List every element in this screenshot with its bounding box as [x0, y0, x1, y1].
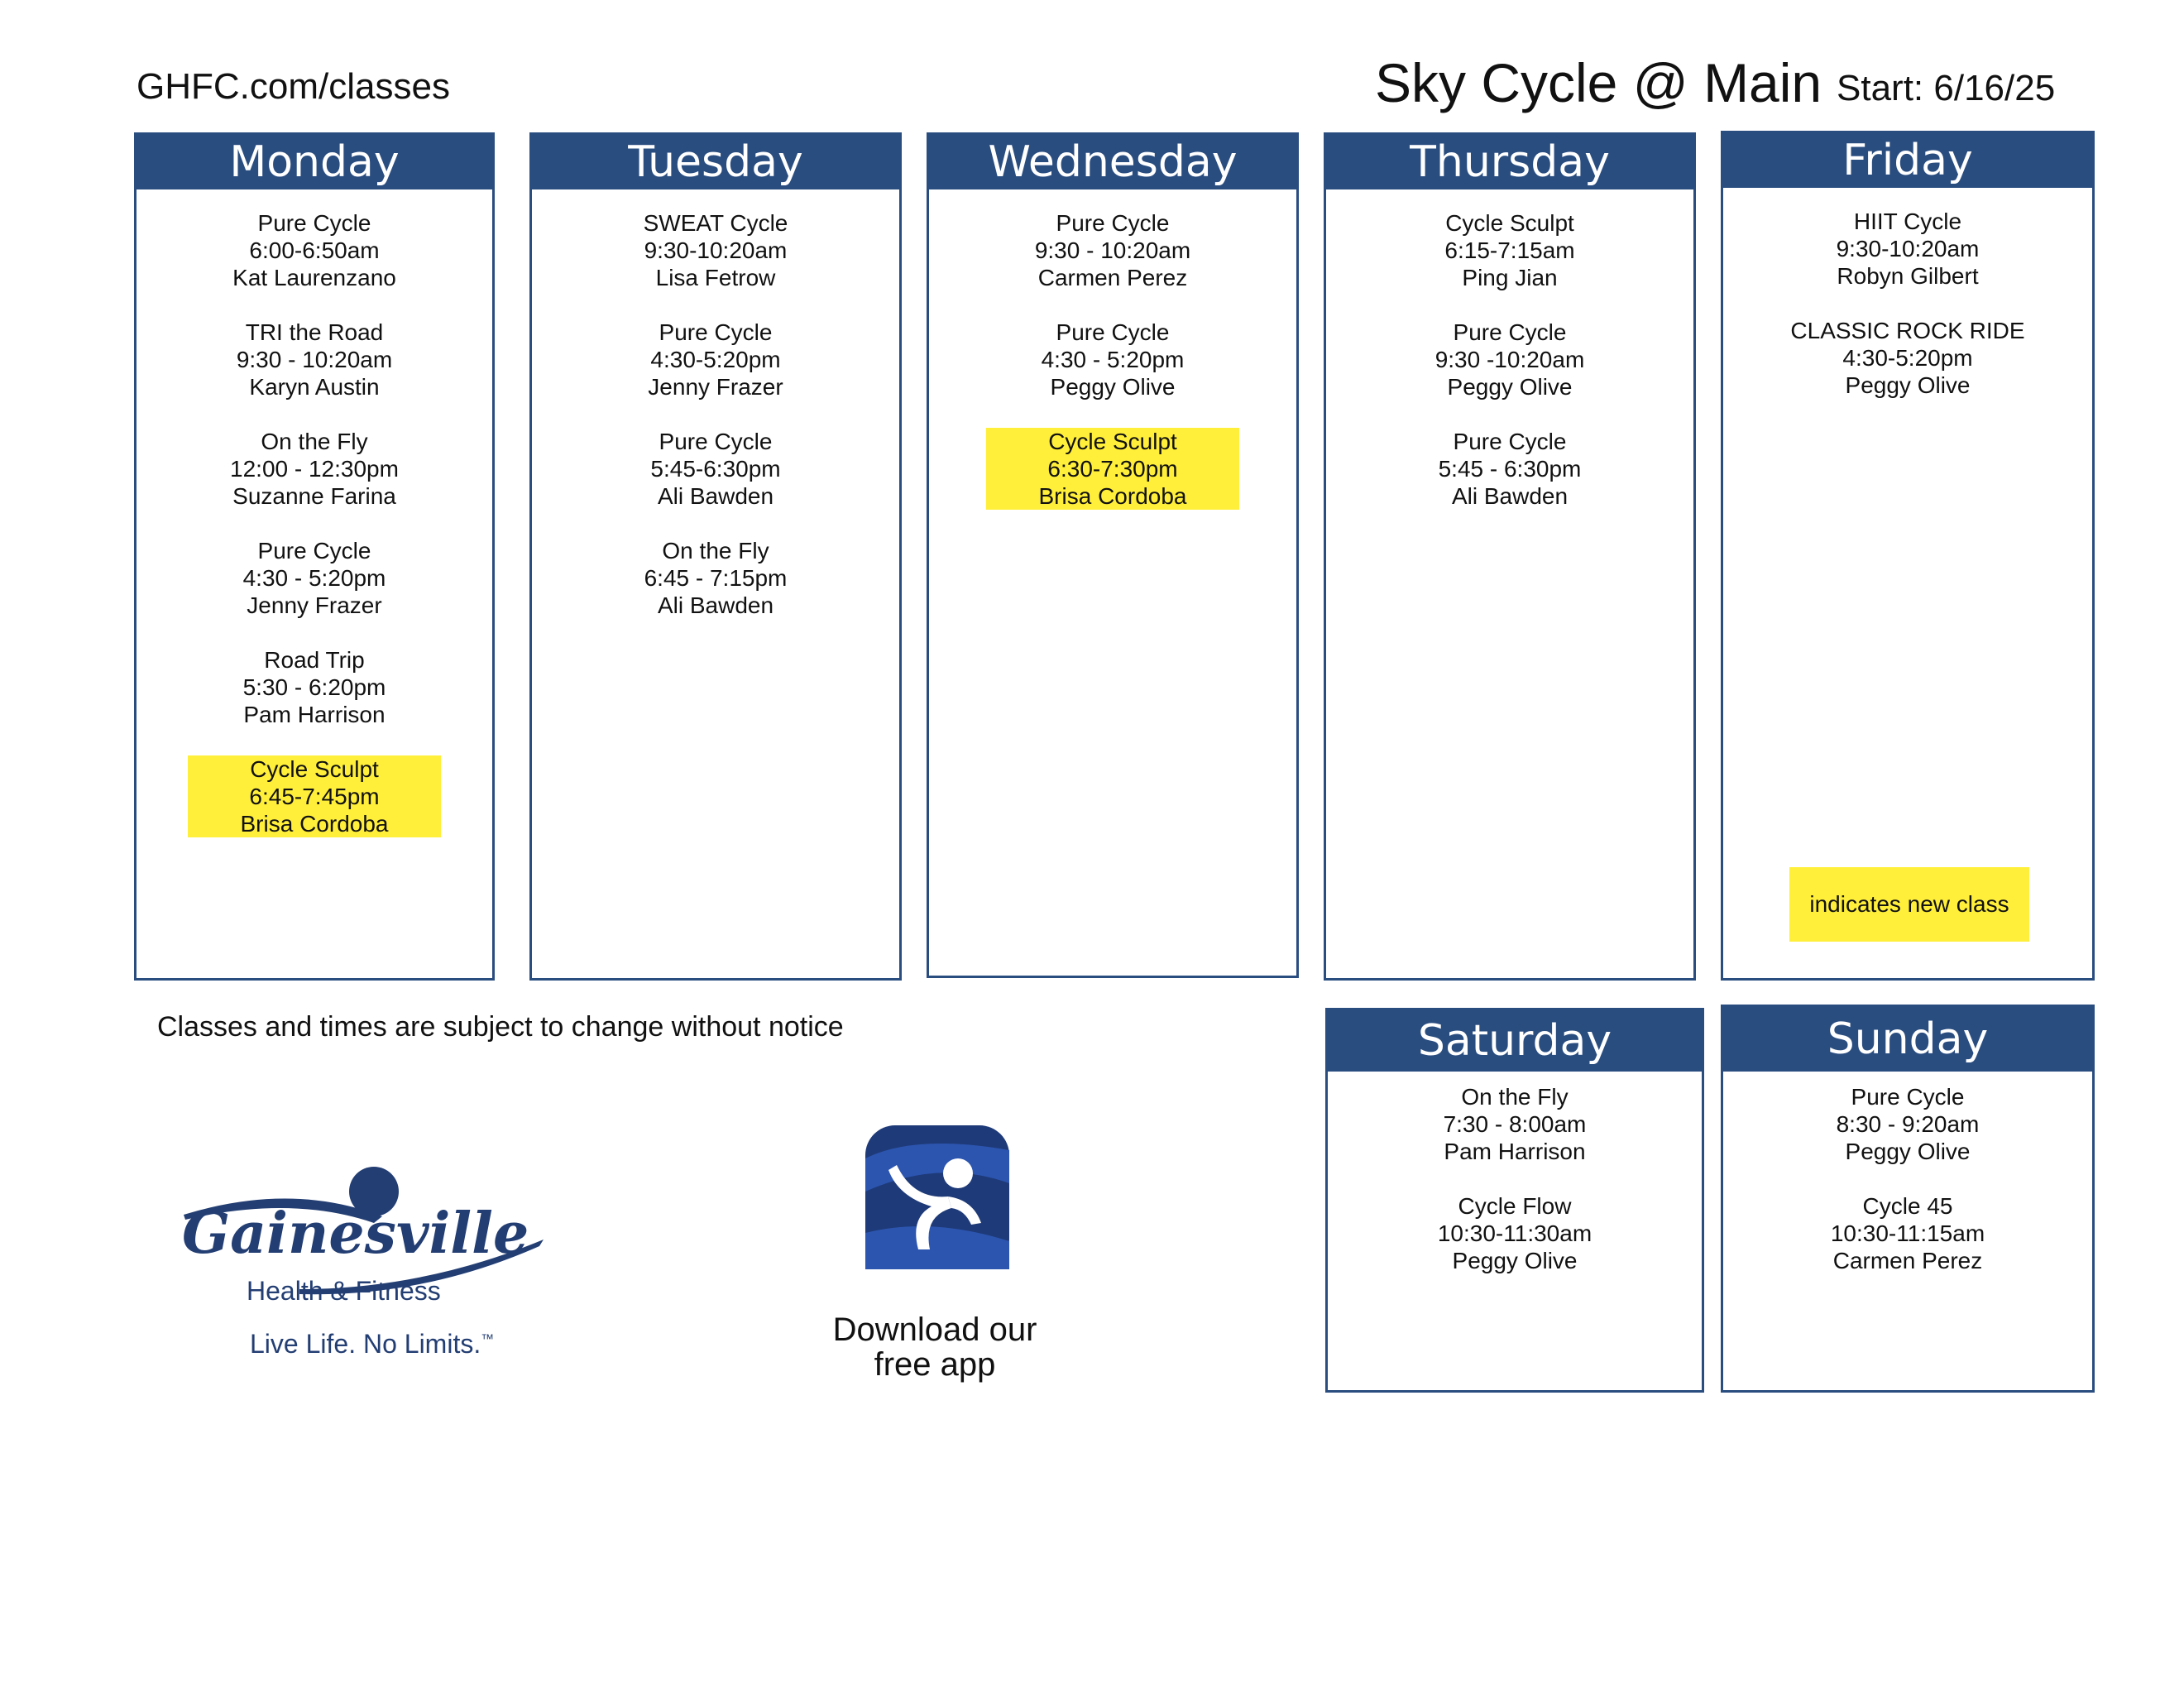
- class-entry: [1723, 1083, 2092, 1165]
- class-instructor: Karyn Austin: [249, 374, 380, 400]
- class-entry: [136, 209, 492, 291]
- gainesville-logo: [175, 1165, 556, 1322]
- class-entry: [532, 428, 899, 510]
- app-icon[interactable]: [865, 1125, 1009, 1269]
- class-entry: [136, 537, 492, 619]
- class-name: Cycle Sculpt: [250, 756, 379, 782]
- class-instructor: Brisa Cordoba: [240, 811, 389, 837]
- class-time: 6:30-7:30pm: [1047, 456, 1178, 482]
- day-monday: [134, 132, 495, 981]
- class-instructor: Peggy Olive: [1452, 1248, 1578, 1273]
- class-instructor: Ping Jian: [1462, 265, 1558, 290]
- logo-name: Gainesville: [182, 1201, 529, 1267]
- class-name: On the Fly: [662, 538, 769, 563]
- start-date: Start: 6/16/25: [1837, 68, 2056, 108]
- class-time: 10:30-11:30am: [1437, 1220, 1592, 1246]
- class-name: On the Fly: [261, 429, 368, 454]
- class-time: 9:30-10:20am: [644, 237, 788, 263]
- class-instructor: Ali Bawden: [657, 483, 774, 509]
- class-entry: [532, 319, 899, 400]
- change-notice: Classes and times are subject to change without notice: [157, 1011, 844, 1043]
- class-time: 4:30 - 5:20pm: [1041, 347, 1185, 372]
- class-name: Pure Cycle: [257, 538, 371, 563]
- class-time: 6:45-7:45pm: [249, 784, 380, 809]
- class-name: Pure Cycle: [1056, 319, 1170, 345]
- class-instructor: Ali Bawden: [1451, 483, 1569, 509]
- class-time: 6:00-6:50am: [249, 237, 380, 263]
- day-wednesday: [927, 132, 1299, 978]
- class-name: Pure Cycle: [1453, 319, 1567, 345]
- logo-tagline: Live Life. No Limits.™: [250, 1329, 495, 1359]
- class-list: [929, 189, 1296, 510]
- class-name: Pure Cycle: [1056, 210, 1170, 236]
- class-entry: [929, 319, 1296, 400]
- day-header: Thursday: [1326, 135, 1693, 189]
- class-time: 9:30-10:20am: [1836, 236, 1980, 261]
- class-time: 5:45-6:30pm: [650, 456, 781, 482]
- class-instructor: Pam Harrison: [243, 702, 386, 727]
- class-name: Pure Cycle: [659, 429, 773, 454]
- class-name: SWEAT Cycle: [643, 210, 788, 236]
- class-list: [1723, 1072, 2092, 1274]
- class-list: [1328, 1072, 1702, 1274]
- class-entry: [1328, 1192, 1702, 1274]
- day-thursday: [1324, 132, 1696, 981]
- class-time: 9:30 - 10:20am: [1034, 237, 1191, 263]
- class-entry: [532, 209, 899, 291]
- class-time: 9:30 -10:20am: [1434, 347, 1585, 372]
- class-instructor: Lisa Fetrow: [655, 265, 776, 290]
- day-saturday: [1325, 1008, 1704, 1393]
- day-header: Monday: [136, 135, 492, 189]
- day-tuesday: [529, 132, 902, 981]
- class-list: [1723, 188, 2092, 399]
- class-instructor: Jenny Frazer: [247, 592, 382, 618]
- class-instructor: Carmen Perez: [1832, 1248, 1983, 1273]
- class-instructor: Suzanne Farina: [232, 483, 396, 509]
- day-friday: [1721, 131, 2095, 981]
- class-name: Cycle Sculpt: [1048, 429, 1177, 454]
- class-entry: [1326, 428, 1693, 510]
- class-entry: [1326, 319, 1693, 400]
- class-instructor: Ali Bawden: [657, 592, 774, 618]
- class-entry: [1723, 208, 2092, 290]
- class-name: Pure Cycle: [1453, 429, 1567, 454]
- class-instructor: Kat Laurenzano: [232, 265, 396, 290]
- class-name: Cycle Flow: [1458, 1193, 1572, 1219]
- class-name: Pure Cycle: [1851, 1084, 1965, 1110]
- class-name: Pure Cycle: [659, 319, 773, 345]
- class-instructor: Jenny Frazer: [648, 374, 783, 400]
- class-entry-new: [986, 428, 1239, 510]
- class-name: TRI the Road: [245, 319, 384, 345]
- app-caption: Download our free app: [832, 1312, 1037, 1383]
- class-list: [1326, 189, 1693, 510]
- class-entry: [1723, 1192, 2092, 1274]
- day-sunday: [1721, 1005, 2095, 1393]
- class-instructor: Peggy Olive: [1845, 372, 1971, 398]
- class-entry: [136, 319, 492, 400]
- class-name: Cycle Sculpt: [1445, 210, 1574, 236]
- class-list: [136, 189, 492, 837]
- class-instructor: Peggy Olive: [1050, 374, 1176, 400]
- day-header: Saturday: [1328, 1010, 1702, 1072]
- class-time: 4:30-5:20pm: [650, 347, 781, 372]
- day-header: Friday: [1723, 133, 2092, 188]
- class-time: 6:45 - 7:15pm: [644, 565, 788, 591]
- class-entry: [1723, 317, 2092, 399]
- class-instructor: Brisa Cordoba: [1038, 483, 1187, 509]
- page-title: Sky Cycle @ Main: [1375, 52, 1822, 113]
- class-time: 5:30 - 6:20pm: [242, 674, 386, 700]
- class-entry: [1326, 209, 1693, 291]
- class-entry-new: [188, 755, 441, 837]
- class-entry: [929, 209, 1296, 291]
- class-entry: [136, 428, 492, 510]
- class-time: 6:15-7:15am: [1444, 237, 1575, 263]
- day-header: Tuesday: [532, 135, 899, 189]
- class-time: 7:30 - 8:00am: [1443, 1111, 1587, 1137]
- logo-sub: Health & Fitness: [247, 1276, 441, 1306]
- class-entry: [136, 646, 492, 728]
- class-name: Cycle 45: [1862, 1193, 1953, 1219]
- class-time: 10:30-11:15am: [1830, 1220, 1985, 1246]
- class-time: 9:30 - 10:20am: [236, 347, 393, 372]
- new-class-legend: indicates new class: [1789, 867, 2029, 942]
- class-time: 4:30 - 5:20pm: [242, 565, 386, 591]
- class-instructor: Carmen Perez: [1037, 265, 1188, 290]
- class-name: HIIT Cycle: [1853, 209, 1962, 234]
- site-url: GHFC.com/classes: [136, 66, 450, 107]
- class-entry: [1328, 1083, 1702, 1165]
- class-instructor: Robyn Gilbert: [1837, 263, 1979, 289]
- class-time: 8:30 - 9:20am: [1836, 1111, 1980, 1137]
- class-time: 4:30-5:20pm: [1842, 345, 1973, 371]
- class-name: CLASSIC ROCK RIDE: [1790, 318, 2025, 343]
- class-instructor: Peggy Olive: [1845, 1139, 1971, 1164]
- class-entry: [532, 537, 899, 619]
- class-time: 12:00 - 12:30pm: [230, 456, 399, 482]
- class-instructor: Pam Harrison: [1444, 1139, 1586, 1164]
- class-name: On the Fly: [1461, 1084, 1569, 1110]
- class-name: Road Trip: [264, 647, 365, 673]
- day-header: Sunday: [1723, 1007, 2092, 1072]
- class-name: Pure Cycle: [257, 210, 371, 236]
- class-instructor: Peggy Olive: [1447, 374, 1573, 400]
- day-header: Wednesday: [929, 135, 1296, 189]
- class-list: [532, 189, 899, 619]
- class-time: 5:45 - 6:30pm: [1438, 456, 1582, 482]
